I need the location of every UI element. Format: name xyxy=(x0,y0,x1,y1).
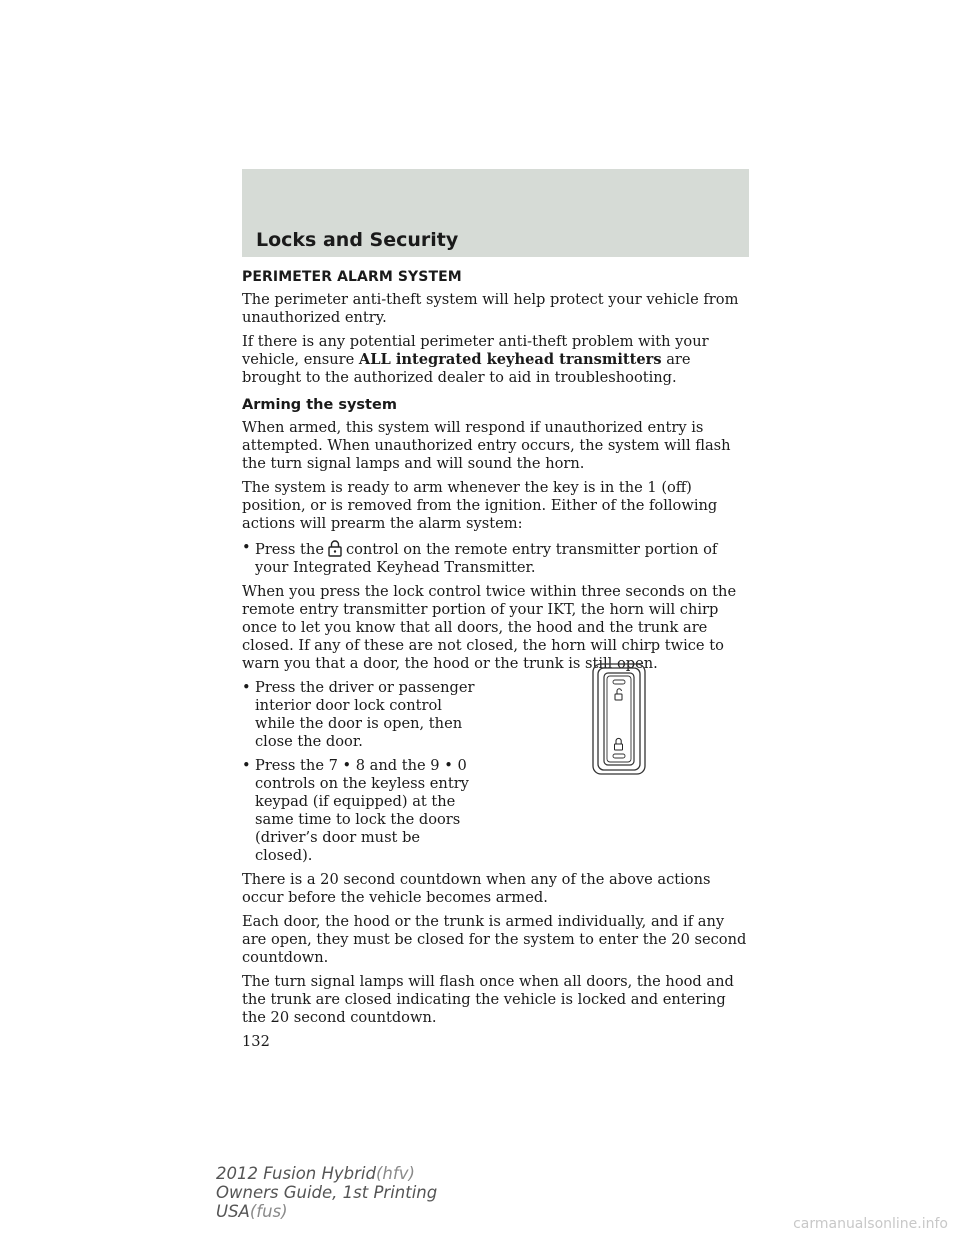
lock-icon xyxy=(324,539,346,557)
arming-paragraph-4: There is a 20 second countdown when any of the above actions occur before the vehicle becomes armed. xyxy=(242,871,711,906)
footer-model: 2012 Fusion Hybrid xyxy=(216,1164,376,1183)
bullet-keypad-text: Press the 7 • 8 and the 9 • 0 controls on the keyless entry keypad (if equipped) at the same time to lock the doors (driver’s door must be closed). xyxy=(255,757,469,864)
page-content xyxy=(242,268,749,1051)
door-lock-switch-icon xyxy=(592,663,646,775)
arming-paragraph-5: Each door, the hood or the trunk is armed individually, and if any are open, they must be closed for the system to enter the 20 second countdown. xyxy=(242,913,747,966)
bullet-dot: • xyxy=(242,757,251,774)
section-header-band xyxy=(242,169,749,257)
bullet-item-interior-lock xyxy=(242,679,482,751)
bullet-dot: • xyxy=(242,679,251,696)
bullet-item-keypad xyxy=(242,757,482,865)
troubleshooting-text-pre: If there is any potential perimeter anti-theft problem with your vehicle, ensure xyxy=(242,333,709,368)
troubleshooting-text-post: are brought to the authorized dealer to aid in troubleshooting. xyxy=(242,351,691,386)
troubleshooting-paragraph xyxy=(242,333,749,387)
bullet-item-remote xyxy=(242,539,749,577)
bullet-dot: • xyxy=(242,539,251,556)
footer-print-info xyxy=(216,1164,437,1221)
arming-paragraph-1: When armed, this system will respond if unauthorized entry is attempted. When unauthorized entry occurs, the system will flash the turn signal lamps and will sound the horn. xyxy=(242,419,731,472)
bullet-interior-lock-text: Press the driver or passenger interior door lock control while the door is open, then close the door. xyxy=(255,679,475,750)
footer-market-code: (fus) xyxy=(249,1202,288,1221)
troubleshooting-emphasis: ALL integrated keyhead transmitters xyxy=(358,351,662,368)
section-header-title: Locks and Security xyxy=(256,229,459,251)
footer-edition: Owners Guide, 1st Printing xyxy=(216,1183,438,1202)
arming-paragraph-2: The system is ready to arm whenever the key is in the 1 (off) position, or is removed from the ignition. Either of the following actions will prearm the alarm system: xyxy=(242,479,718,532)
footer-market: USA xyxy=(216,1202,250,1221)
arming-paragraph-6: The turn signal lamps will flash once when all doors, the hood and the trunk are closed indicating the vehicle is locked and entering the 20 second countdown. xyxy=(242,973,734,1026)
footer-model-code: (hfv) xyxy=(375,1164,415,1183)
arming-title: Arming the system xyxy=(242,397,397,413)
section-title: PERIMETER ALARM SYSTEM xyxy=(242,269,462,285)
bullet-remote-text-pre: Press the xyxy=(255,541,324,558)
bullet-remote-text-post: control on the remote entry transmitter portion of your Integrated Keyhead Transmitter. xyxy=(255,541,718,576)
page-number: 132 xyxy=(242,1033,270,1050)
watermark: carmanualsonline.info xyxy=(793,1216,948,1232)
arming-paragraph-3: When you press the lock control twice within three seconds on the remote entry transmitter portion of your IKT, the horn will chirp once to let you know that all doors, the hood and the trunk are closed. If any of these are not closed, the horn will chirp twice to warn you that a door, the hood or the trunk is still open. xyxy=(242,583,737,672)
intro-paragraph: The perimeter anti-theft system will help protect your vehicle from unauthorized entry. xyxy=(242,291,739,326)
